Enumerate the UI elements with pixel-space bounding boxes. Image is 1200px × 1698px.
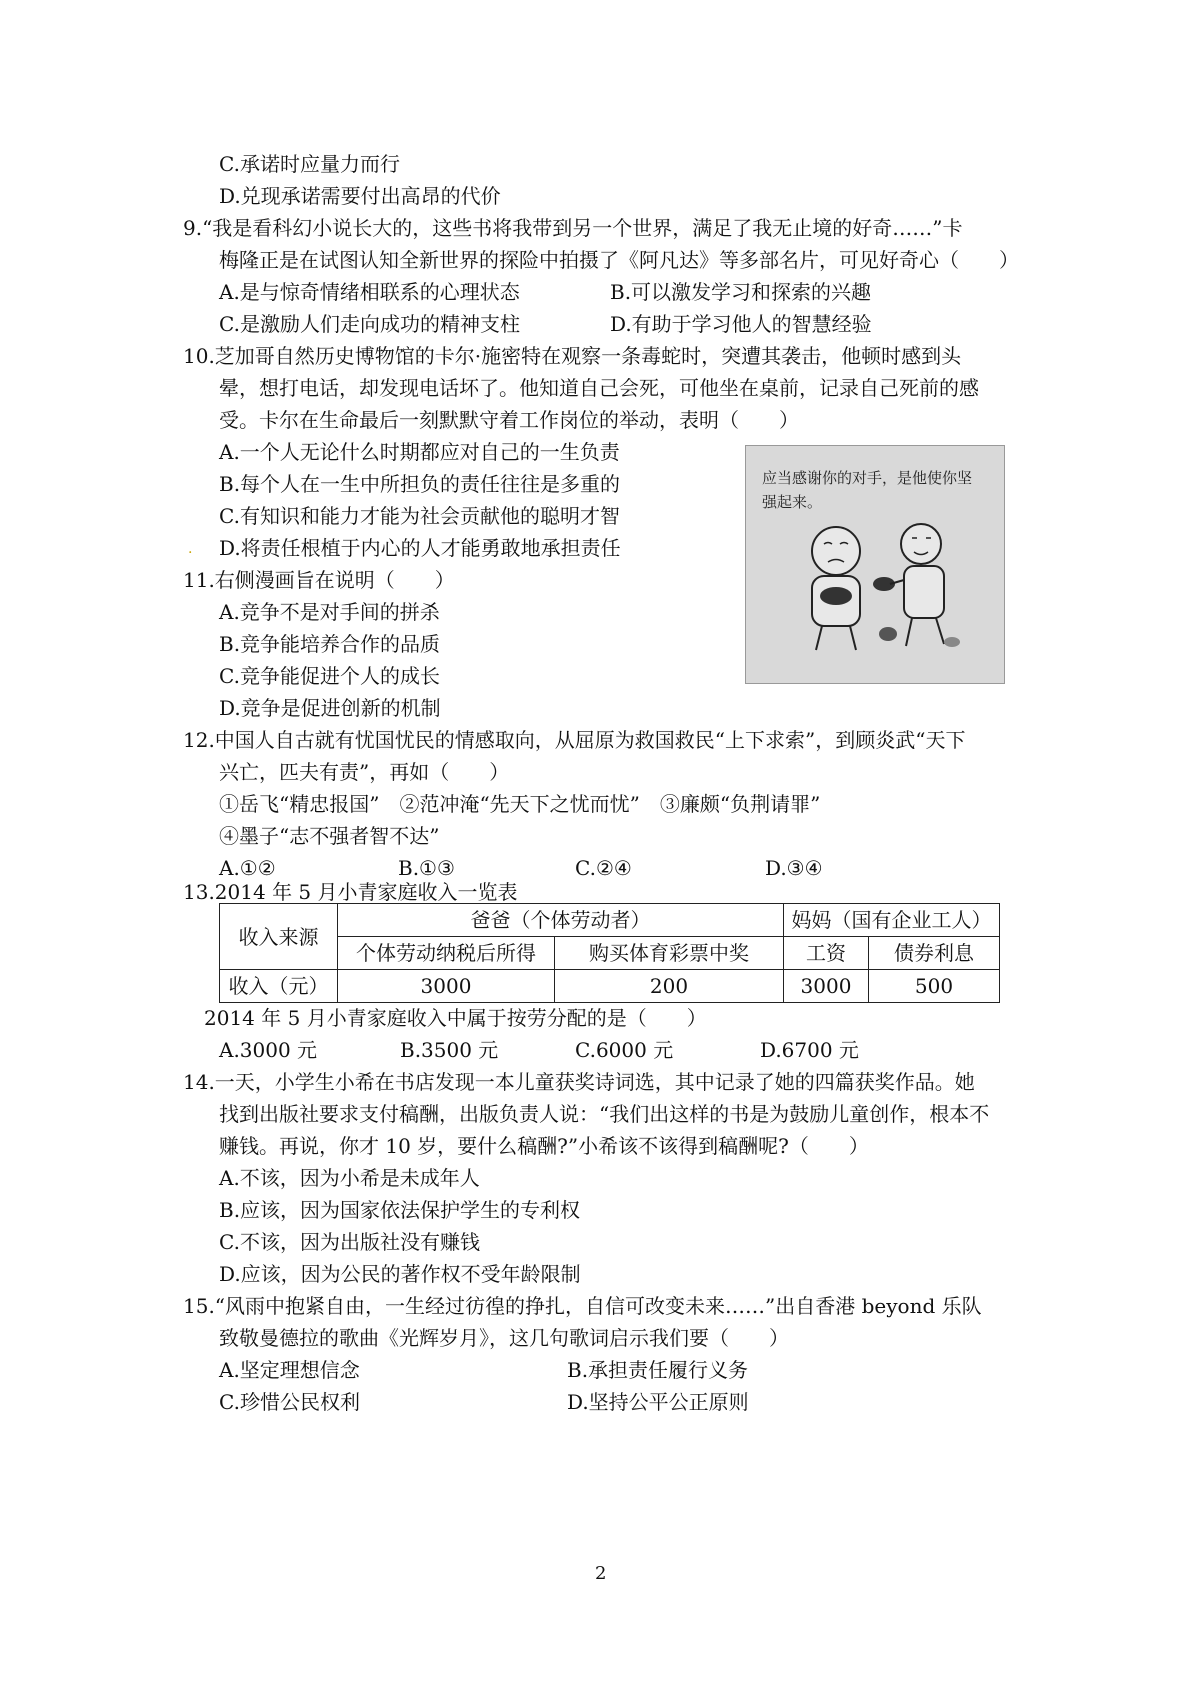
table-cell-value: 3000 [338,970,555,1003]
q13-option-b: B.3500 元 [400,1038,499,1062]
table-cell-sub: 工资 [784,937,869,970]
q14-option-c: C.不该，因为出版社没有赚钱 [219,1230,480,1254]
q8-option-d: D.兑现承诺需要付出高昂的代价 [219,184,501,208]
q12-stem-line2: 兴亡，匹夫有责”，再如（ ） [219,760,510,784]
q13-title: 13.2014 年 5 月小青家庭收入一览表 [183,880,518,904]
q10-stem-line1: 10.芝加哥自然历史博物馆的卡尔·施密特在观察一条毒蛇时，突遭其袭击，他顿时感到头 [183,344,962,368]
q14-option-a: A.不该，因为小希是未成年人 [219,1166,480,1190]
q9-option-b: B.可以激发学习和探索的兴趣 [610,280,872,304]
q10-option-a: A.一个人无论什么时期都应对自己的一生负责 [219,440,620,464]
q14-stem-line1: 14.一天，小学生小希在书店发现一本儿童获奖诗词选，其中记录了她的四篇获奖作品。她 [183,1070,975,1094]
q9-option-a: A.是与惊奇情绪相联系的心理状态 [219,280,520,304]
q10-option-b: B.每个人在一生中所担负的责任往往是多重的 [219,472,621,496]
q11-option-c: C.竞争能促进个人的成长 [219,664,440,688]
cartoon-image [745,445,1005,684]
page-number: 2 [595,1563,607,1584]
q15-option-d: D.坚持公平公正原则 [567,1390,749,1414]
cartoon-caption: 应当感谢你的对手，是他使你坚强起来。 [762,469,973,511]
q12-stem-line1: 12.中国人自古就有忧国忧民的情感取向，从屈原为救国救民“上下求索”，到顾炎武“天下 [183,728,966,752]
q11-option-a: A.竞争不是对手间的拼杀 [219,600,440,624]
q14-option-b: B.应该，因为国家依法保护学生的专利权 [219,1198,581,1222]
q15-stem-line2: 致敬曼德拉的歌曲《光辉岁月》，这几句歌词启示我们要（ ） [219,1326,789,1350]
q13-option-a: A.3000 元 [219,1038,318,1062]
q13-option-d: D.6700 元 [760,1038,859,1062]
stray-mark: . [188,541,193,557]
table-cell-sub: 债券利息 [869,937,1000,970]
table-cell-value: 3000 [784,970,869,1003]
table-cell-sub: 购买体育彩票中奖 [555,937,784,970]
table-cell-source-label: 收入来源 [220,904,338,970]
q12-option-b: B.①③ [398,856,455,880]
q14-stem-line3: 赚钱。再说，你才 10 岁，要什么稿酬?”小希该不该得到稿酬呢?（ ） [219,1134,869,1158]
q10-option-d: D.将责任根植于内心的人才能勇敢地承担责任 [219,536,621,560]
q9-stem-line2: 梅隆正是在试图认知全新世界的探险中拍摄了《阿凡达》等多部名片，可见好奇心（ ） [219,248,1019,272]
q15-option-c: C.珍惜公民权利 [219,1390,360,1414]
q14-stem-line2: 找到出版社要求支付稿酬，出版负责人说：“我们出这样的书是为鼓励儿童创作，根本不 [219,1102,990,1126]
q8-option-c: C.承诺时应量力而行 [219,152,400,176]
table-cell-dad: 爸爸（个体劳动者） [338,904,784,937]
q11-option-d: D.竞争是促进创新的机制 [219,696,441,720]
q9-stem-line1: 9.“我是看科幻小说长大的，这些书将我带到另一个世界，满足了我无止境的好奇……”卡 [183,216,963,240]
q10-stem-line3: 受。卡尔在生命最后一刻默默守着工作岗位的举动，表明（ ） [219,408,799,432]
q15-stem-line1: 15.“风雨中抱紧自由，一生经过彷徨的挣扎，自信可改变未来……”出自香港 beyond 乐队 [183,1294,982,1318]
q9-option-c: C.是激励人们走向成功的精神支柱 [219,312,520,336]
table-cell-value: 200 [555,970,784,1003]
q12-items-line2: ④墨子“志不强者智不达” [219,824,440,848]
q11-option-b: B.竞争能培养合作的品质 [219,632,441,656]
q14-option-d: D.应该，因为公民的著作权不受年龄限制 [219,1262,581,1286]
q12-option-d: D.③④ [765,856,823,880]
q12-option-a: A.①② [219,856,276,880]
q10-option-c: C.有知识和能力才能为社会贡献他的聪明才智 [219,504,620,528]
q9-option-d: D.有助于学习他人的智慧经验 [610,312,872,336]
q13-stem: 2014 年 5 月小青家庭收入中属于按劳分配的是（ ） [204,1006,707,1030]
table-cell-income-label: 收入（元） [220,970,338,1003]
table-cell-sub: 个体劳动纳税后所得 [338,937,555,970]
q12-items-line1: ①岳飞“精忠报国” ②范冲淹“先天下之忧而忧” ③廉颇“负荆请罪” [219,792,821,816]
table-cell-value: 500 [869,970,1000,1003]
q13-option-c: C.6000 元 [575,1038,674,1062]
cartoon-figures [746,446,1004,683]
q11-stem: 11.右侧漫画旨在说明（ ） [183,568,455,592]
table-cell-mom: 妈妈（国有企业工人） [784,904,1000,937]
q10-stem-line2: 晕，想打电话，却发现电话坏了。他知道自己会死，可他坐在桌前，记录自己死前的感 [219,376,979,400]
q15-option-b: B.承担责任履行义务 [567,1358,749,1382]
income-table [219,903,1000,1003]
q12-option-c: C.②④ [575,856,632,880]
q15-option-a: A.坚定理想信念 [219,1358,360,1382]
